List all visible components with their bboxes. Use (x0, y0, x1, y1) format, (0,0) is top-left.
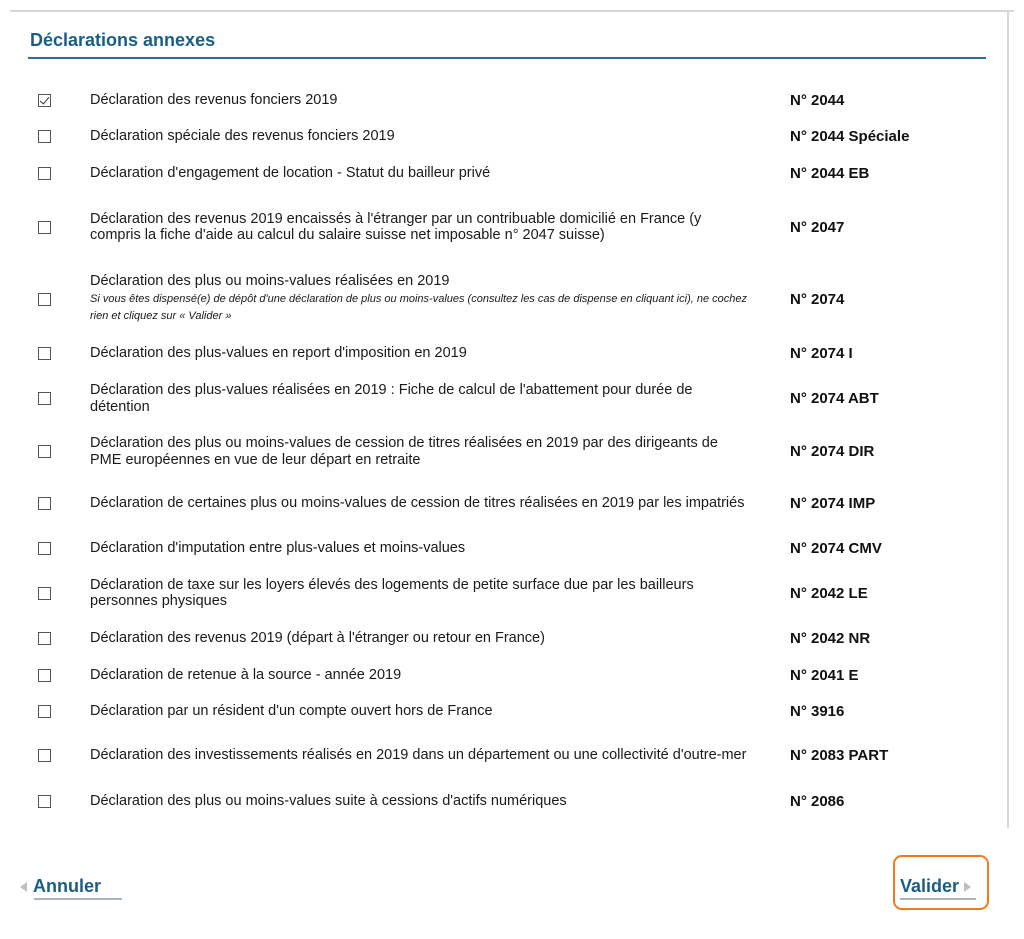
form-number: N° 2083 PART (790, 746, 889, 764)
declaration-row (30, 781, 986, 821)
declaration-label: Déclaration des plus-values en report d'imposition en 2019 (90, 344, 467, 361)
declaration-row (30, 263, 986, 335)
declaration-label: Déclaration des revenus 2019 (départ à l'étranger ou retour en France) (90, 629, 545, 646)
declaration-label: Déclaration de certaines plus ou moins-values de cession de titres réalisées en 2019 par les impatriés (90, 494, 745, 511)
declaration-row (30, 335, 986, 371)
declaration-checkbox[interactable] (38, 587, 51, 600)
declaration-row (30, 371, 986, 426)
form-number: N° 2074 (790, 290, 845, 308)
declaration-label: Déclaration spéciale des revenus fonciers 2019 (90, 128, 395, 145)
declaration-row (30, 529, 986, 567)
form-number: N° 2086 (790, 792, 845, 810)
declaration-row (30, 191, 986, 263)
declaration-row (30, 619, 986, 657)
dispense-note: Si vous êtes dispensé(e) de dépôt d'une déclaration de plus ou moins-values (consultez les cas de dispense en cliquant ici), ne cochez rien et cliquez sur « Valider » (90, 293, 747, 323)
declaration-row (30, 155, 986, 191)
declaration-row (30, 426, 986, 477)
form-number: N° 2044 EB (790, 164, 870, 182)
declaration-label-block (90, 273, 750, 326)
declaration-label: Déclaration des investissements réalisés en 2019 dans un département ou une collectivité d'outre-mer (90, 746, 747, 763)
declaration-label: Déclaration d'engagement de location - Statut du bailleur privé (90, 164, 491, 181)
form-number: N° 2041 E (790, 666, 859, 684)
validate-button[interactable] (900, 876, 971, 897)
declaration-checkbox[interactable] (38, 749, 51, 762)
declaration-checkbox[interactable] (38, 130, 51, 143)
form-number: N° 2074 CMV (790, 539, 882, 557)
declaration-row (30, 477, 986, 529)
declaration-row (30, 82, 986, 118)
declaration-label: Déclaration des plus ou moins-values réalisées en 2019 (90, 272, 450, 289)
chevron-right-icon (964, 882, 971, 892)
form-number: N° 2042 NR (790, 629, 871, 647)
top-border (10, 10, 1014, 12)
declaration-row (30, 729, 986, 781)
declaration-label: Déclaration des revenus 2019 encaissés à l'étranger par un contribuable domicilié en France (y compris la fiche d'aide au calcul du salaire suisse net imposable n° 2047 suisse) (90, 210, 702, 243)
form-number: N° 2044 (790, 91, 845, 109)
declaration-checkbox[interactable] (38, 221, 51, 234)
form-number: N° 2047 (790, 218, 845, 236)
declaration-row (30, 693, 986, 729)
validate-label: Valider (900, 876, 960, 896)
declaration-checkbox[interactable] (38, 497, 51, 510)
chevron-left-icon (20, 882, 27, 892)
form-number: N° 2074 IMP (790, 494, 876, 512)
declaration-checkbox[interactable] (38, 392, 51, 405)
declaration-label: Déclaration par un résident d'un compte ouvert hors de France (90, 702, 493, 719)
title-divider (28, 57, 986, 59)
form-number: N° 2044 Spéciale (790, 128, 910, 145)
declaration-checkbox[interactable] (38, 94, 51, 107)
declaration-row (30, 118, 986, 155)
declaration-checkbox[interactable] (38, 167, 51, 180)
form-number: N° 2074 DIR (790, 443, 875, 460)
form-number: N° 3916 (790, 702, 845, 720)
declaration-label: Déclaration de taxe sur les loyers élevés des logements de petite surface due par les bailleurs personnes physiques (90, 576, 694, 609)
declaration-row (30, 567, 986, 619)
section-title: Déclarations annexes (30, 30, 216, 50)
declaration-label: Déclaration de retenue à la source - année 2019 (90, 666, 402, 683)
declaration-checkbox[interactable] (38, 669, 51, 682)
cancel-label: Annuler (33, 876, 102, 896)
declaration-checkbox[interactable] (38, 347, 51, 360)
declaration-label: Déclaration des plus ou moins-values suite à cessions d'actifs numériques (90, 792, 567, 809)
form-number: N° 2074 ABT (790, 390, 879, 407)
validate-underline (900, 898, 976, 900)
declaration-label: Déclaration des plus-values réalisées en 2019 : Fiche de calcul de l'abattement pour durée de détention (90, 382, 693, 415)
declaration-label: Déclaration des plus ou moins-values de cession de titres réalisées en 2019 par des dirigeants de PME européennes en vue de leur départ en retraite (90, 435, 718, 468)
cancel-underline (34, 898, 122, 900)
declaration-checkbox[interactable] (38, 445, 51, 458)
declaration-checkbox[interactable] (38, 293, 51, 306)
declarations-list (30, 82, 986, 821)
declaration-label: Déclaration des revenus fonciers 2019 (90, 91, 338, 108)
form-number: N° 2074 I (790, 344, 853, 362)
right-border (1007, 10, 1009, 828)
declaration-label: Déclaration d'imputation entre plus-values et moins-values (90, 539, 466, 556)
declaration-checkbox[interactable] (38, 632, 51, 645)
declaration-row (30, 657, 986, 693)
declaration-checkbox[interactable] (38, 795, 51, 808)
form-number: N° 2042 LE (790, 584, 868, 602)
cancel-button[interactable] (20, 876, 101, 897)
declaration-checkbox[interactable] (38, 705, 51, 718)
declaration-checkbox[interactable] (38, 542, 51, 555)
